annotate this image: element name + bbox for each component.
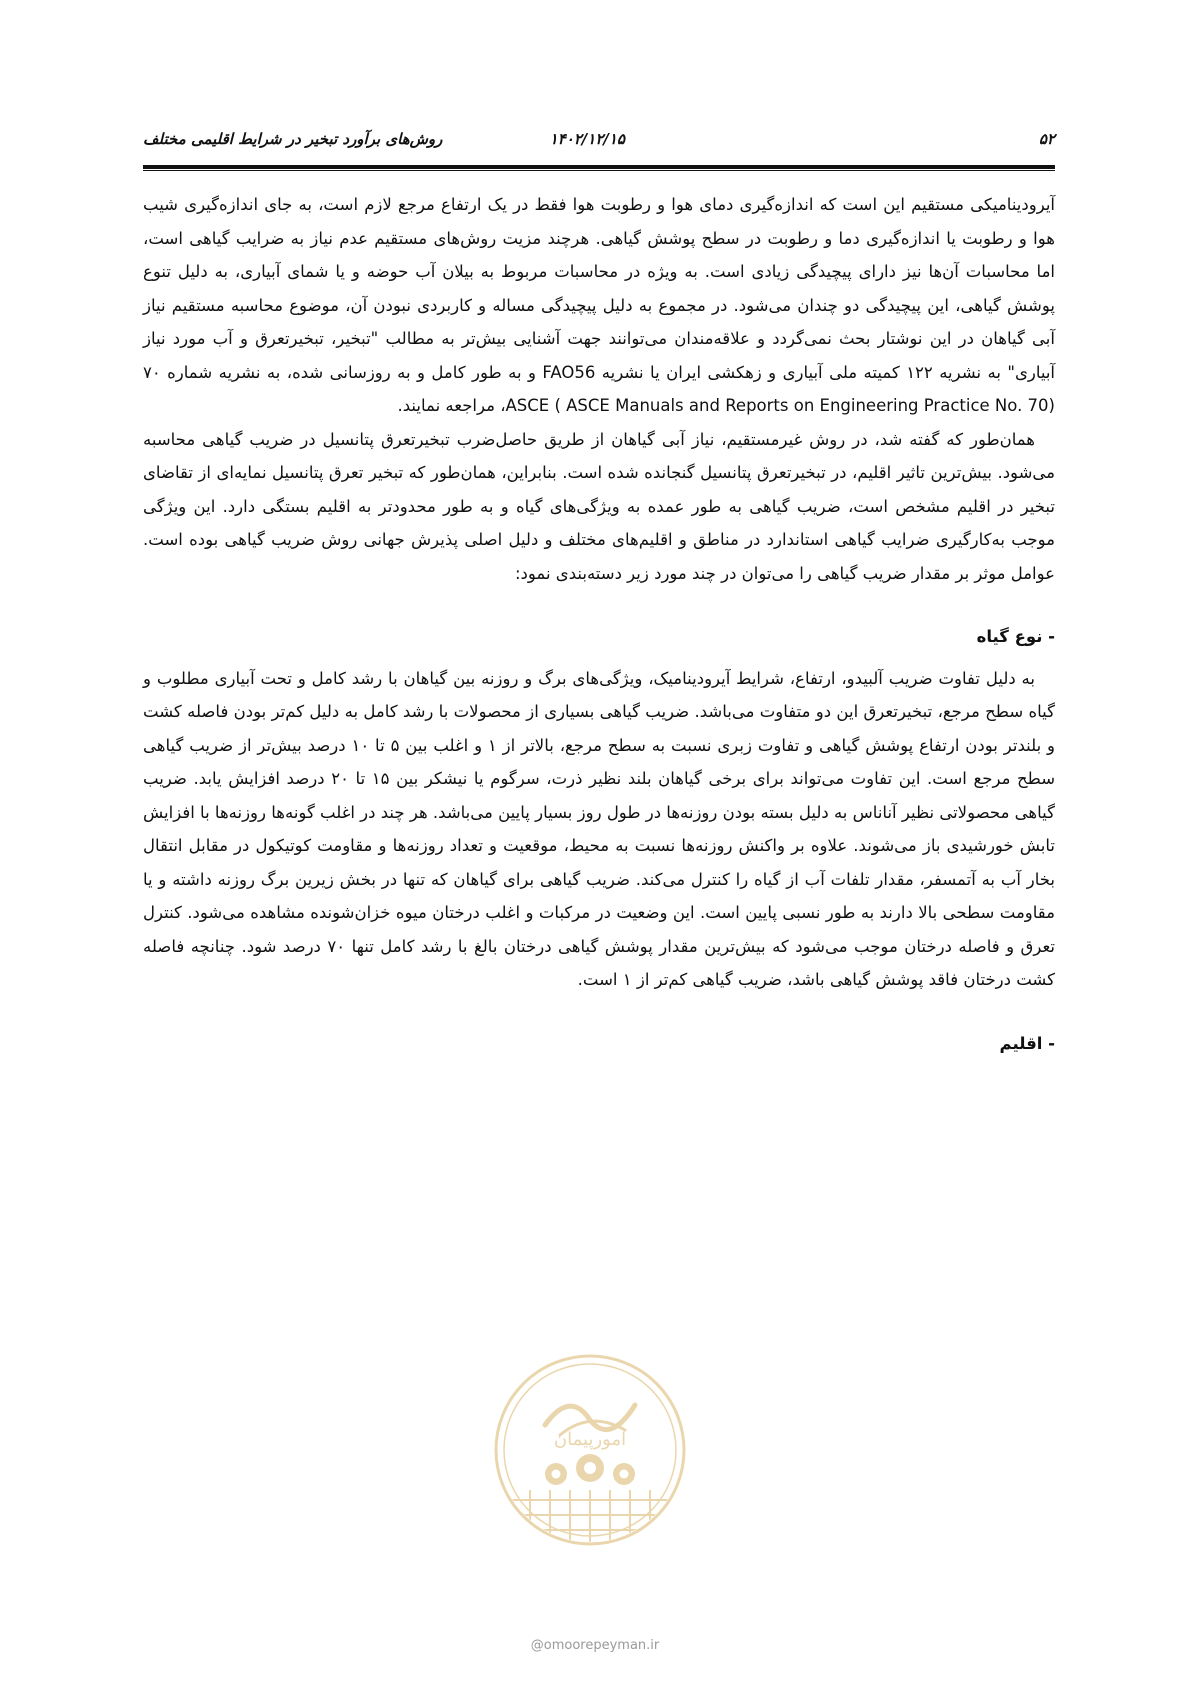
paragraph-3: به دلیل تفاوت ضریب آلبیدو، ارتفاع، شرایط آیرودینامیک، ویژگی‌های برگ و روزنه بین گیاهان با رشد کامل و تحت آبیاری مطلوب و گیاه سطح مرجع، تبخیرتعرق این دو متفاوت می‌باشد. ضریب گیاهی بسیاری از محصولات با رشد کامل به دلیل کم‌تر بودن فاصله کشت و بلندتر بودن ارتفاع پوشش گیاهی و تفاوت زبری نسبت به سطح مرجع، بالاتر از ۱ و اغلب بین ۵ تا ۱۰ درصد بیش‌تر از ضریب گیاهی سطح مرجع است. این تفاوت می‌تواند برای برخی گیاهان بلند نظیر ذرت، سرگوم یا نیشکر بین ۱۵ تا ۲۰ درصد افزایش یابد. ضریب گیاهی محصولاتی نظیر آناناس به دلیل بسته بودن روزنه‌ها در طول روز بسیار پایین می‌باشد. هر چند در اغلب گونه‌ها روزنه‌ها با افزایش تابش خورشیدی باز می‌شوند. علاوه بر واکنش روزنه‌ها نسبت به محیط، موقعیت و تعداد روزنه‌ها و مقاومت کوتیکول در مقابل انتقال بخار آب به آتمسفر، مقدار تلفات آب از گیاه را کنترل می‌کند. ضریب گیاهی برای گیاهان که تنها در بخش زیرین برگ روزنه داشته و یا مقاومت سطحی بالا دارند به طور نسبی پایین است. این وضعیت در مرکبات و اغلب درختان میوه خزان‌شونده مشاهده می‌شود. کنترل تعرق و فاصله درختان موجب می‌شود که بیش‌ترین مقدار پوشش گیاهی درختان بالغ با رشد کامل تنها ۷۰ درصد شود. چنانچه فاصله کشت درختان فاقد پوشش گیاهی باشد، ضریب گیاهی کم‌تر از ۱ است.	[143, 668, 1056, 989]
section-gap-2	[143, 997, 1055, 1027]
heading-climate: - اقلیم	[999, 1033, 1055, 1053]
page-header	[143, 130, 1055, 162]
running-title: روش‌های برآورد تبخیر در شرایط اقلیمی مختلف	[143, 130, 443, 148]
paragraph-1: آیرودینامیکی مستقیم این است که اندازه‌گیری دمای هوا و رطوبت هوا فقط در یک ارتفاع مرجع لازم است، به جای اندازه‌گیری شیب هوا و رطوبت یا اندازه‌گیری دما و رطوبت در سطح پوشش گیاهی. هرچند مزیت روش‌های مستقیم عدم نیاز به ضرایب گیاهی است، اما محاسبات آن‌ها نیز دارای پیچیدگی زیادی است. به ویژه در محاسبات مربوط به بیلان آب حوضه و یا شمای آبیاری، به دلیل تنوع پوشش گیاهی، این پیچیدگی دو چندان می‌شود. در مجموع به دلیل پیچیدگی مساله و کاربردی نبودن آن، موضوع محاسبه مستقیم نیاز آبی گیاهان در این نوشتار بحث نمی‌گردد و علاقه‌مندان می‌توانند جهت آشنایی بیش‌تر به مطالب "تبخیر، تبخیرتعرق و آب مورد نیاز آبیاری" به نشریه ۱۲۲ کمیته ملی آبیاری و زهکشی ایران یا نشریه FAO56 و به طور کامل و به روزسانی شده، به نشریه شماره ۷۰ ASCE ( ASCE Manuals and Reports on Engineering Practice No. 70)، مراجعه نمایند.	[143, 195, 1056, 415]
body-text	[143, 188, 1055, 1060]
paragraph-2: همان‌طور که گفته شد، در روش غیرمستقیم، نیاز آبی گیاهان از طریق حاصل‌ضرب تبخیرتعرق پتانسیل در ضریب گیاهی محاسبه می‌شود. بیش‌ترین تاثیر اقلیم، در تبخیرتعرق پتانسیل گنجانده شده است. بنابراین، همان‌طور که تبخیر تعرق پتانسیل نمایه‌ای از تقاضای تبخیر در اقلیم مشخص است، ضریب گیاهی به طور عمده به ویژگی‌های گیاه و به طور محدودتر به اقلیم بستگی دارد. این ویژگی موجب به‌کارگیری ضرایب گیاهی استاندارد در مناطق و اقلیم‌های مختلف و دلیل اصلی پذیرش جهانی روش ضریب گیاهی بوده است. عوامل موثر بر مقدار ضریب گیاهی را می‌توان در چند مورد زیر دسته‌بندی نمود:	[143, 429, 1055, 583]
section-gap	[143, 590, 1055, 620]
watermark-logo-text: امورپیمان	[553, 1429, 627, 1450]
watermark-logo-icon	[490, 1350, 690, 1550]
header-rule-thin	[143, 170, 1055, 171]
header-rule-thick	[143, 165, 1055, 169]
heading-plant-type: - نوع گیاه	[976, 627, 1055, 646]
page-number: ۵۲	[1038, 130, 1055, 148]
watermark-url: @omoorepeyman.ir	[530, 1638, 660, 1653]
header-date: ۱۴۰۲/۱۲/۱۵	[549, 130, 625, 148]
